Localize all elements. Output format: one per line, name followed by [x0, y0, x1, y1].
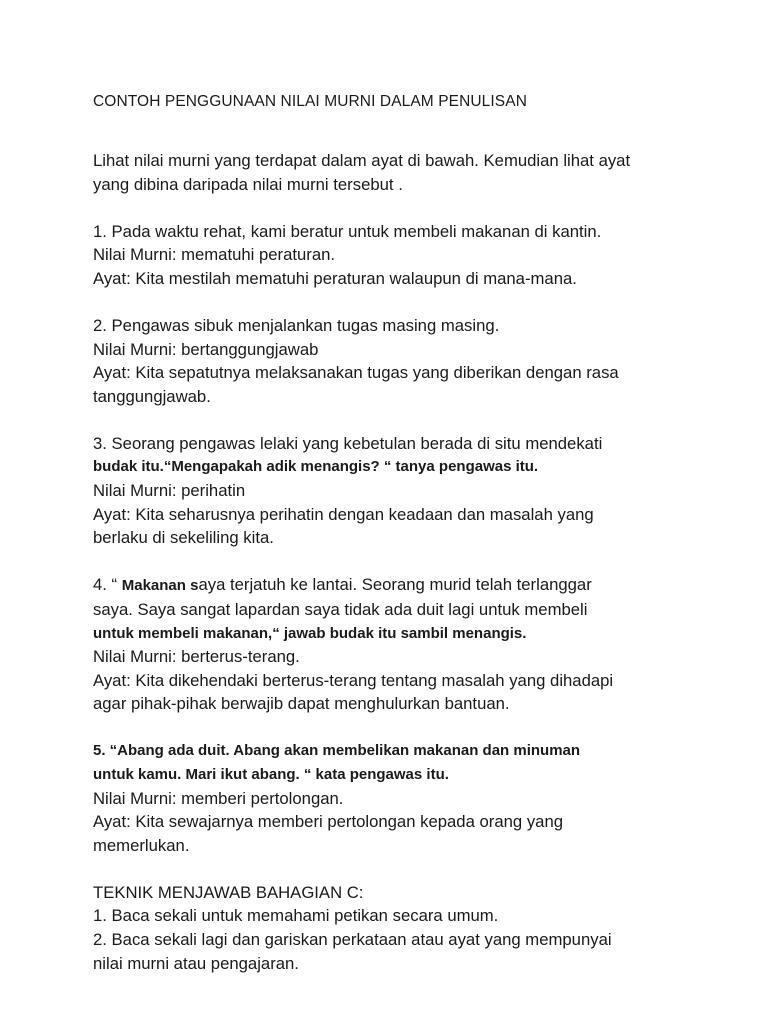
nilai-murni-label: Nilai Murni: memberi pertolongan. — [93, 788, 344, 808]
example-text: aya terjatuh ke lantai. Seorang murid telah terlanggar — [198, 575, 592, 595]
nilai-murni-label: Nilai Murni: bertanggungjawab — [93, 339, 319, 359]
teknik-section — [93, 881, 733, 975]
teknik-step: 1. Baca sekali untuk memahami petikan secara umum. — [93, 906, 499, 926]
example-sentence: 3. Seorang pengawas lelaki yang kebetulan berada di situ mendekati — [93, 433, 603, 453]
document-page — [93, 92, 733, 999]
example-2 — [93, 314, 733, 408]
example-quote: 5. “Abang ada duit. Abang akan membelikan makanan dan minuman — [93, 742, 581, 760]
teknik-step: 2. Baca sekali lagi dan gariskan perkataan atau ayat yang mempunyai — [93, 930, 612, 950]
ayat-sentence: berlaku di sekeliling kita. — [93, 528, 274, 548]
nilai-murni-label: Nilai Murni: perihatin — [93, 481, 246, 501]
example-quote: untuk membeli makanan,“ jawab budak itu sambil menangis. — [93, 624, 527, 642]
intro-paragraph — [93, 149, 733, 196]
ayat-sentence: Ayat: Kita sewajarnya memberi pertolongan kepada orang yang — [93, 812, 564, 832]
intro-line: Lihat nilai murni yang terdapat dalam ayat di bawah. Kemudian lihat ayat — [93, 151, 631, 170]
ayat-sentence: Ayat: Kita dikehendaki berterus-terang tentang masalah yang dihadapi — [93, 670, 614, 690]
example-5 — [93, 739, 733, 857]
example-quote: budak itu.“Mengapakah adik menangis? “ tanya pengawas itu. — [93, 458, 539, 476]
ayat-sentence: Ayat: Kita mestilah mematuhi peraturan walaupun di mana-mana. — [93, 268, 577, 288]
nilai-murni-label: Nilai Murni: berterus-terang. — [93, 647, 300, 667]
example-sentence: 1. Pada waktu rehat, kami beratur untuk membeli makanan di kantin. — [93, 221, 602, 241]
example-3 — [93, 432, 733, 550]
nilai-murni-label: Nilai Murni: mematuhi peraturan. — [93, 245, 336, 265]
ayat-sentence: tanggungjawab. — [93, 386, 211, 406]
example-4 — [93, 573, 733, 716]
ayat-sentence: agar pihak-pihak berwajib dapat menghulurkan bantuan. — [93, 694, 510, 714]
teknik-heading: TEKNIK MENJAWAB BAHAGIAN C: — [93, 882, 364, 902]
intro-line: yang dibina daripada nilai murni tersebut . — [93, 174, 403, 194]
teknik-step: nilai murni atau pengajaran. — [93, 953, 299, 973]
ayat-sentence: Ayat: Kita seharusnya perihatin dengan keadaan dan masalah yang — [93, 504, 594, 524]
example-sentence: saya. Saya sangat lapardan saya tidak ada duit lagi untuk membeli — [93, 599, 588, 619]
example-quote: untuk kamu. Mari ikut abang. “ kata pengawas itu. — [93, 765, 449, 783]
example-sentence — [93, 573, 733, 598]
example-sentence: 2. Pengawas sibuk menjalankan tugas masing masing. — [93, 315, 500, 335]
ayat-sentence: memerlukan. — [93, 835, 190, 855]
document-title: CONTOH PENGGUNAAN NILAI MURNI DALAM PENULISAN — [93, 93, 527, 110]
example-1 — [93, 220, 733, 291]
example-quote: Makanan s — [121, 577, 199, 595]
example-number: 4. “ — [93, 575, 122, 595]
ayat-sentence: Ayat: Kita sepatutnya melaksanakan tugas yang diberikan dengan rasa — [93, 363, 619, 383]
